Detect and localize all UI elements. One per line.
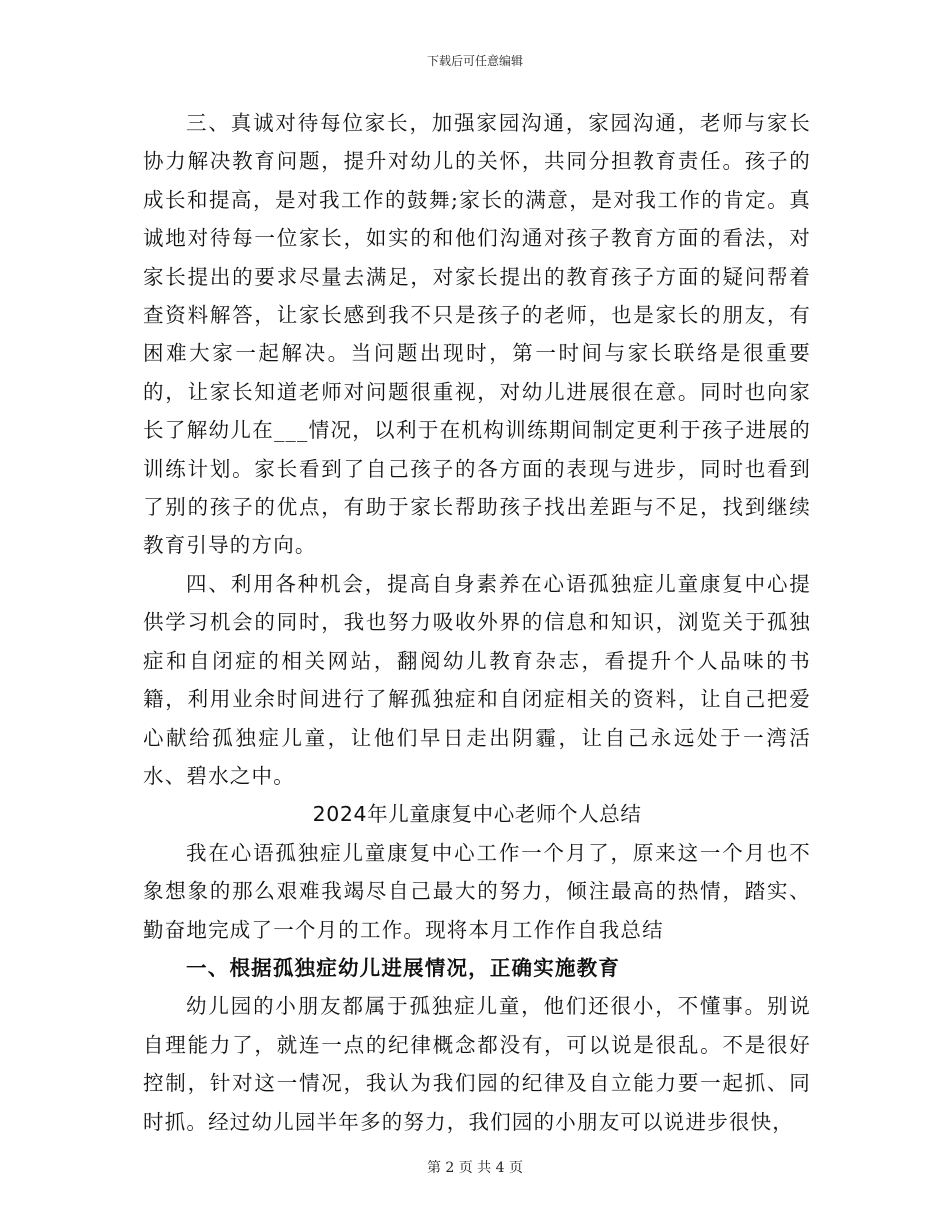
page-header: 下载后可任意编辑 [426,54,523,68]
document-title: 2024年儿童康复中心老师个人总结 [312,802,642,827]
paragraph-communication: 三、真诚对待每位家长，加强家园沟通，家园沟通，老师与家长协力解决教育问题，提升对幼儿的关怀，共同分担教育责任。孩子的成长和提高，是对我工作的鼓舞;家长的满意，是对我工作的肯定。真诚地对待每一位家长，如实的和他们沟通对孩子教育方面的看法，对家长提出的要求尽量去满足，对家长提出的教育孩子方面的疑问帮着查资料解答，让家长感到我不只是孩子的老师，也是家长的朋友，有困难大家一起解决。当问题出现时，第一时间与家长联络是很重要的，让家长知道老师对问题很重视，对幼儿进展很在意。同时也向家长了解幼儿在___情况，以利于在机构训练期间制定更利于孩子进展的训练计划。家长看到了自己孩子的各方面的表现与进步，同时也看到了别的孩子的优点，有助于家长帮助孩子找出差距与不足，找到继续教育引导的方向。 [143,111,811,558]
paragraph-intro: 我在心语孤独症儿童康复中心工作一个月了，原来这一个月也不象想象的那么艰难我竭尽自己最大的努力，倾注最高的热情，踏实、勤奋地完成了一个月的工作。现将本月工作作自我总结 [143,840,811,942]
document-body [143,104,811,1141]
section-heading: 一、根据孤独症幼儿进展情况，正确实施教育 [186,955,621,980]
page-footer: 第 2 页 共 4 页 [426,1160,524,1176]
paragraph-self-improvement: 四、利用各种机会，提高自身素养在心语孤独症儿童康复中心提供学习机会的同时，我也努力吸收外界的信息和知识，浏览关于孤独症和自闭症的相关网站，翻阅幼儿教育杂志，看提升个人品味的书籍，利用业余时间进行了解孤独症和自闭症相关的资料，让自己把爱心献给孤独症儿童，让他们早日走出阴霾，让自己永远处于一湾活水、碧水之中。 [143,571,811,788]
paragraph-education: 幼儿园的小朋友都属于孤独症儿童，他们还很小，不懂事。别说自理能力了，就连一点的纪律概念都没有，可以说是很乱。不是很好控制，针对这一情况，我认为我们园的纪律及自立能力要一起抓、同时抓。经过幼儿园半年多的努力，我们园的小朋友可以说进步很快， [143,994,811,1134]
